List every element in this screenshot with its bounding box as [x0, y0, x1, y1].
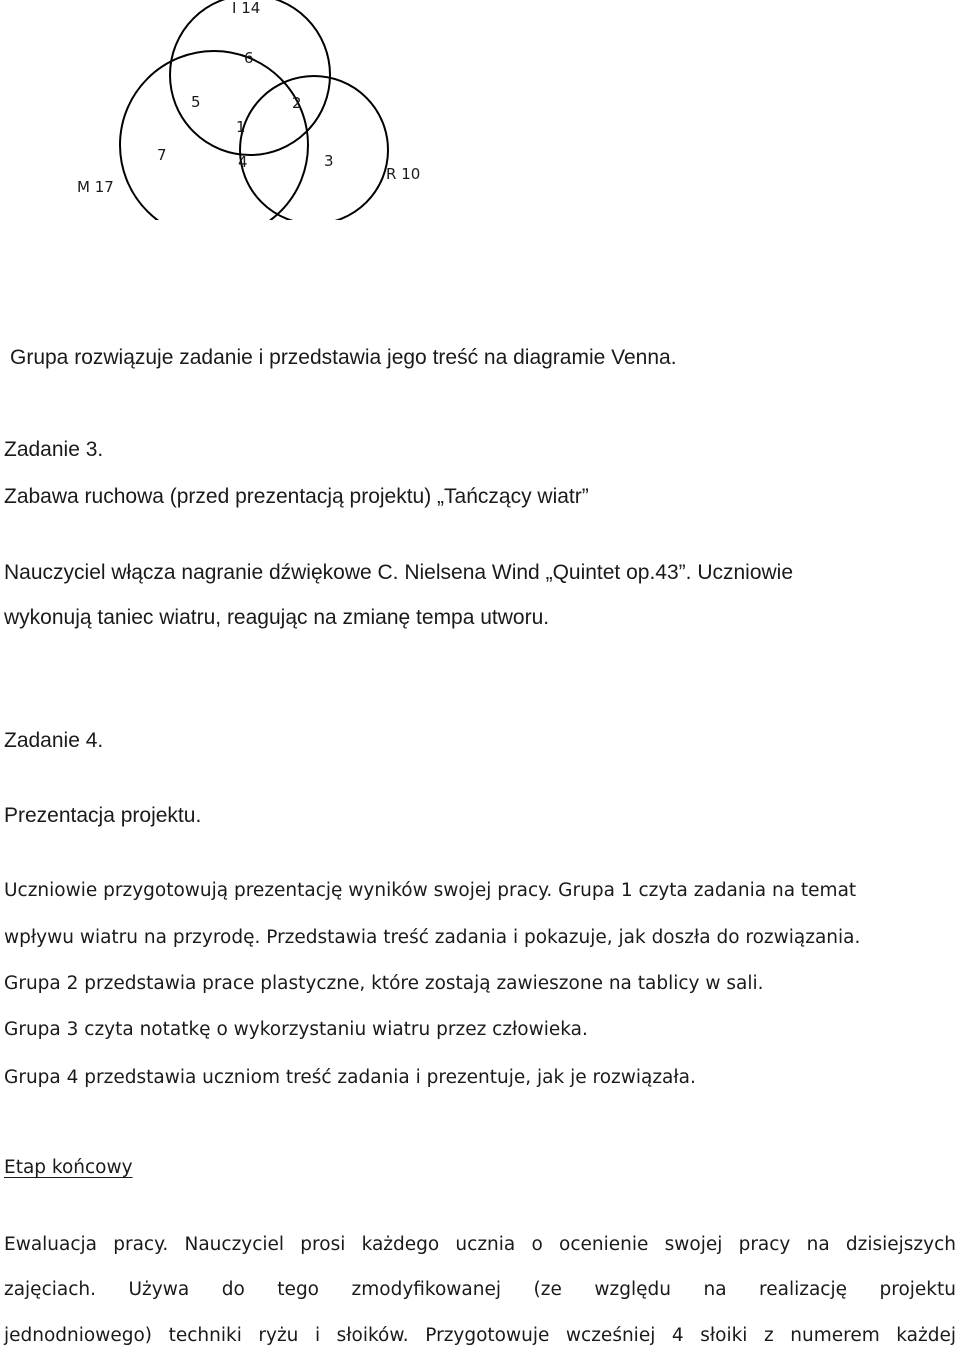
- task-3-text-line-1: Nauczyciel włącza nagranie dźwiękowe C. Nielsena Wind „Quintet op.43”. Uczniowie: [4, 561, 794, 584]
- presentation-text-line-1: Uczniowie przygotowują prezentację wyników swojej pracy. Grupa 1 czyta zadania na temat: [4, 880, 857, 901]
- venn-label-r: R 10: [386, 165, 421, 183]
- venn-region-m-only: 7: [157, 146, 167, 164]
- venn-circle-r: [240, 76, 388, 220]
- group-4-text: Grupa 4 przedstawia uczniom treść zadania i prezentuje, jak je rozwiązała.: [4, 1067, 696, 1088]
- task-3-title: Zabawa ruchowa (przed prezentacją projektu) „Tańczący wiatr”: [4, 485, 589, 508]
- venn-region-all: 1: [236, 118, 246, 136]
- evaluation-text-line-2: zajęciach. Używa do tego zmodyfikowanej (ze względu na realizację projektu: [4, 1279, 956, 1300]
- final-stage-heading: Etap końcowy: [4, 1157, 133, 1178]
- venn-region-i-only: 6: [244, 49, 254, 67]
- venn-label-m: M 17: [77, 178, 114, 196]
- venn-region-r-only: 3: [324, 152, 334, 170]
- venn-region-i-r: 2: [292, 94, 302, 112]
- venn-region-i-m: 5: [191, 93, 201, 111]
- evaluation-text-line-3: jednodniowego) techniki ryżu i słoików. Przygotowuje wcześniej 4 słoiki z numerem każdej: [4, 1325, 956, 1346]
- presentation-text-line-2: wpływu wiatru na przyrodę. Przedstawia treść zadania i pokazuje, jak doszła do rozwiązania.: [4, 927, 861, 948]
- venn-svg: [60, 0, 460, 220]
- venn-diagram: [60, 0, 460, 220]
- venn-circle-m: [120, 51, 308, 220]
- venn-region-m-r: 4: [238, 153, 248, 171]
- venn-circle-i: [170, 0, 330, 155]
- group-3-text: Grupa 3 czyta notatkę o wykorzystaniu wiatru przez człowieka.: [4, 1019, 588, 1040]
- task-4-title: Prezentacja projektu.: [4, 804, 202, 827]
- group-2-text: Grupa 2 przedstawia prace plastyczne, które zostają zawieszone na tablicy w sali.: [4, 973, 764, 994]
- task-3-heading: Zadanie 3.: [4, 438, 104, 461]
- task-4-heading: Zadanie 4.: [4, 729, 104, 752]
- task-3-text-line-2: wykonują taniec wiatru, reagując na zmianę tempa utworu.: [4, 606, 550, 629]
- venn-label-i: I 14: [232, 0, 261, 17]
- evaluation-text-line-1: Ewaluacja pracy. Nauczyciel prosi każdego ucznia o ocenienie swojej pracy na dzisiejszych: [4, 1234, 956, 1255]
- venn-instruction: Grupa rozwiązuje zadanie i przedstawia jego treść na diagramie Venna.: [10, 346, 677, 369]
